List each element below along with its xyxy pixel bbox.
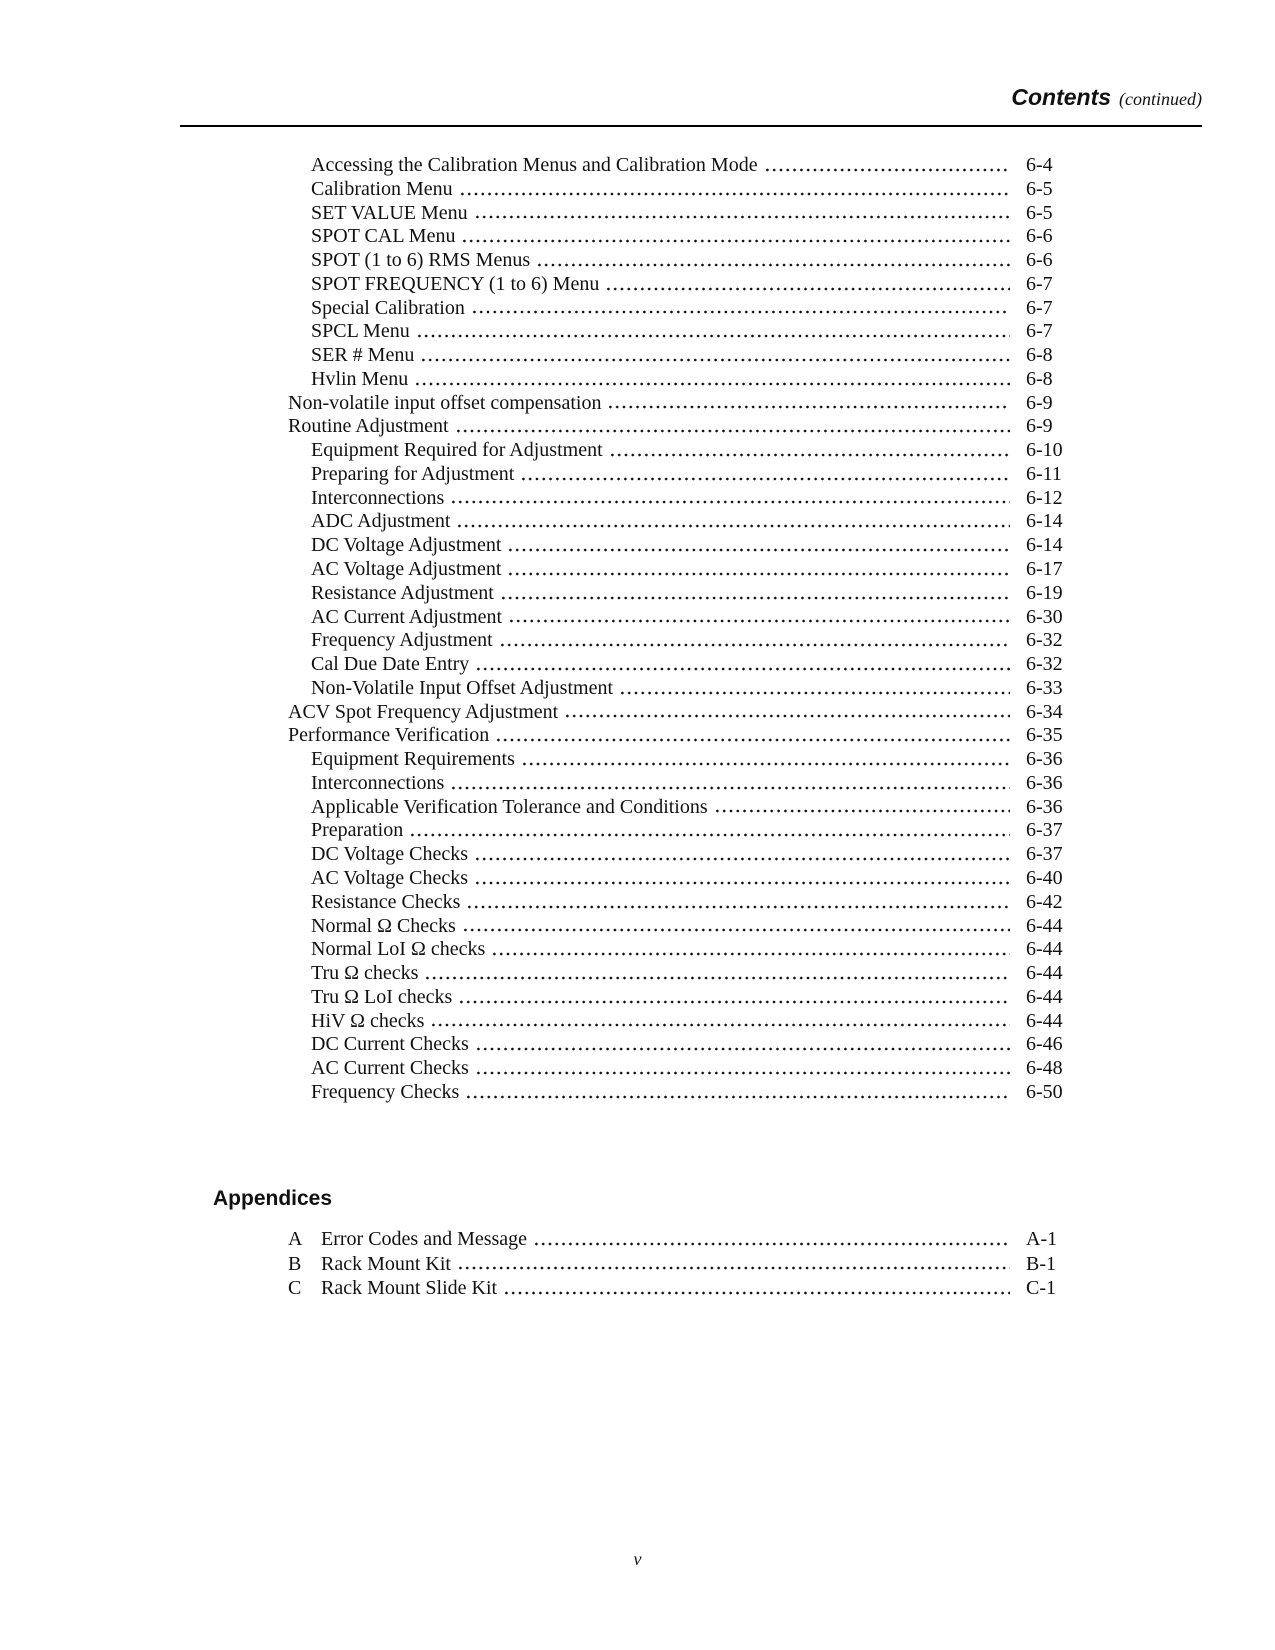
- toc-entry: [180, 344, 1070, 368]
- leader-dots: [465, 1094, 1010, 1100]
- toc-entry: [180, 962, 1070, 986]
- toc-entry-title: Routine Adjustment: [288, 415, 449, 438]
- leader-dots: [466, 904, 1010, 910]
- toc-entry-title: AC Current Checks: [311, 1057, 469, 1080]
- toc-entry-page: 6-33: [1026, 676, 1063, 699]
- leader-dots: [474, 856, 1010, 862]
- toc-entry-page: 6-37: [1026, 819, 1063, 842]
- toc-entry-page: 6-11: [1026, 462, 1062, 485]
- leader-dots: [605, 286, 1010, 292]
- leader-dots: [456, 523, 1010, 529]
- toc-entry-page: 6-37: [1026, 843, 1063, 866]
- toc-entry-title: Equipment Required for Adjustment: [311, 439, 603, 462]
- leader-dots: [507, 547, 1010, 553]
- toc-entry: [180, 534, 1070, 558]
- appendix-entry: [180, 1252, 1070, 1277]
- appendix-list: [180, 1227, 1070, 1301]
- toc-entry-title: SPOT (1 to 6) RMS Menus: [311, 249, 531, 272]
- toc-entry-title: Normal Ω Checks: [311, 914, 456, 937]
- leader-dots: [491, 951, 1010, 957]
- toc-entry-title: Non-volatile input offset compensation: [288, 391, 602, 414]
- toc-entry-title: Interconnections: [311, 486, 445, 509]
- toc-entry: [180, 843, 1070, 867]
- toc-entry-title: ACV Spot Frequency Adjustment: [288, 700, 559, 723]
- toc-entry-title: Preparing for Adjustment: [311, 462, 515, 485]
- appendix-entry-page: A-1: [1026, 1228, 1058, 1250]
- toc-entry-page: 6-32: [1026, 653, 1063, 676]
- leader-dots: [471, 309, 1010, 315]
- toc-entry-page: 6-44: [1026, 985, 1063, 1008]
- leader-dots: [475, 1070, 1010, 1076]
- appendix-entry-letter: C: [288, 1277, 302, 1299]
- leader-dots: [536, 262, 1010, 268]
- toc-entry: [180, 748, 1070, 772]
- toc-entry: [180, 178, 1070, 202]
- appendix-entry-title: Rack Mount Slide Kit: [321, 1277, 498, 1299]
- appendix-entry-title: Error Codes and Message: [321, 1228, 528, 1250]
- leader-dots: [619, 690, 1010, 696]
- toc-entry-title: Cal Due Date Entry: [311, 653, 470, 676]
- toc-entry-title: Resistance Checks: [311, 890, 461, 913]
- toc-entry-page: 6-14: [1026, 534, 1063, 557]
- leader-dots: [414, 381, 1010, 387]
- toc-entry: [180, 1033, 1070, 1057]
- toc-entry: [180, 938, 1070, 962]
- toc-entry: [180, 297, 1070, 321]
- toc-entry-title: DC Current Checks: [311, 1033, 469, 1056]
- toc-entry-page: 6-32: [1026, 629, 1063, 652]
- toc-entry: [180, 629, 1070, 653]
- toc-entry-page: 6-8: [1026, 344, 1053, 367]
- leader-dots: [420, 357, 1010, 363]
- toc-entry-title: Special Calibration: [311, 296, 465, 319]
- toc-entry: [180, 701, 1070, 725]
- toc-entry: [180, 986, 1070, 1010]
- leader-dots: [430, 1022, 1010, 1028]
- toc-entry-page: 6-7: [1026, 320, 1053, 343]
- leader-dots: [416, 333, 1010, 339]
- toc-entry-title: SPOT CAL Menu: [311, 225, 456, 248]
- leader-dots: [564, 713, 1010, 719]
- leader-dots: [475, 1046, 1010, 1052]
- toc-entry-page: 6-40: [1026, 866, 1063, 889]
- toc-entry: [180, 154, 1070, 178]
- toc-entry-page: 6-42: [1026, 890, 1063, 913]
- footer-page-number: v: [633, 1549, 642, 1569]
- toc-entry-page: 6-36: [1026, 771, 1063, 794]
- toc-entry-page: 6-44: [1026, 914, 1063, 937]
- toc-entry-title: Calibration Menu: [311, 177, 453, 200]
- appendix-entry-letter: B: [288, 1252, 302, 1275]
- leader-dots: [503, 1290, 1010, 1296]
- toc-entry: [180, 724, 1070, 748]
- toc-entry-title: DC Voltage Checks: [311, 843, 469, 866]
- toc-entry-title: DC Voltage Adjustment: [311, 534, 502, 557]
- toc-entry: [180, 653, 1070, 677]
- toc-entry-title: Preparation: [311, 819, 404, 842]
- toc-entry: [180, 1010, 1070, 1034]
- toc-entry: [180, 582, 1070, 606]
- toc-entry: [180, 487, 1070, 511]
- toc-entry: [180, 1057, 1070, 1081]
- toc-entry-page: 6-4: [1026, 154, 1053, 176]
- toc-entry: [180, 439, 1070, 463]
- toc-entry: [180, 392, 1070, 416]
- toc-entry-page: 6-17: [1026, 558, 1063, 581]
- toc-entry-page: 6-7: [1026, 272, 1053, 295]
- leader-dots: [500, 595, 1010, 601]
- toc-entry: [180, 606, 1070, 630]
- leader-dots: [508, 618, 1010, 624]
- toc-entry-title: Tru Ω checks: [311, 962, 419, 985]
- toc-entry: [180, 867, 1070, 891]
- toc-entry-title: Normal LoI Ω checks: [311, 938, 486, 961]
- toc-entry: [180, 202, 1070, 226]
- leader-dots: [459, 191, 1010, 197]
- leader-dots: [533, 1241, 1010, 1247]
- toc-entry-title: SPOT FREQUENCY (1 to 6) Menu: [311, 272, 600, 295]
- leader-dots: [455, 428, 1010, 434]
- toc-entry-title: Resistance Adjustment: [311, 581, 494, 604]
- toc-entry-title: AC Voltage Checks: [311, 866, 469, 889]
- toc-entry: [180, 273, 1070, 297]
- leader-dots: [462, 927, 1010, 933]
- toc-entry-page: 6-9: [1026, 415, 1053, 438]
- toc-entry-title: Non-Volatile Input Offset Adjustment: [311, 676, 614, 699]
- toc-entry-page: 6-19: [1026, 581, 1063, 604]
- leader-dots: [520, 476, 1010, 482]
- appendix-entry-letter: A: [288, 1228, 303, 1250]
- leader-dots: [714, 808, 1010, 814]
- toc-entry-page: 6-6: [1026, 225, 1053, 248]
- leader-dots: [424, 975, 1010, 981]
- toc-entry-page: 6-50: [1026, 1080, 1063, 1103]
- toc-entry-title: Equipment Requirements: [311, 748, 515, 771]
- toc-entry-title: Frequency Checks: [311, 1080, 460, 1103]
- leader-dots: [521, 761, 1010, 767]
- toc-entry-title: Accessing the Calibration Menus and Calibration Mode: [311, 154, 758, 176]
- toc-entry: [180, 415, 1070, 439]
- leader-dots: [450, 499, 1010, 505]
- toc-entry-title: SPCL Menu: [311, 320, 410, 343]
- appendix-entry: [180, 1227, 1070, 1252]
- toc-entry-title: Tru Ω LoI checks: [311, 985, 453, 1008]
- toc-entry-title: Applicable Verification Tolerance and Conditions: [311, 795, 708, 818]
- toc-entry-title: Performance Verification: [288, 724, 490, 747]
- leader-dots: [609, 452, 1010, 458]
- toc-entry-page: 6-30: [1026, 605, 1063, 628]
- toc-list: [180, 154, 1070, 1105]
- toc-entry-page: 6-5: [1026, 177, 1053, 200]
- toc-entry: [180, 819, 1070, 843]
- leader-dots: [474, 214, 1010, 220]
- toc-entry-title: ADC Adjustment: [311, 510, 451, 533]
- toc-entry-title: Interconnections: [311, 771, 445, 794]
- toc-entry-title: Hvlin Menu: [311, 367, 409, 390]
- leader-dots: [461, 238, 1010, 244]
- toc-entry-page: 6-44: [1026, 938, 1063, 961]
- toc-entry-page: 6-35: [1026, 724, 1063, 747]
- toc-entry: [180, 225, 1070, 249]
- leader-dots: [409, 832, 1010, 838]
- toc-entry-title: HiV Ω checks: [311, 1009, 425, 1032]
- toc-entry: [180, 891, 1070, 915]
- toc-entry: [180, 796, 1070, 820]
- leader-dots: [457, 1265, 1010, 1271]
- toc-entry: [180, 510, 1070, 534]
- header-subtitle: (continued): [1119, 89, 1202, 109]
- toc-entry-page: 6-48: [1026, 1057, 1063, 1080]
- appendix-entry-title: Rack Mount Kit: [321, 1252, 451, 1275]
- toc-entry-page: 6-44: [1026, 962, 1063, 985]
- header-title: Contents: [1011, 84, 1112, 110]
- toc-entry-page: 6-5: [1026, 201, 1053, 224]
- toc-entry-page: 6-46: [1026, 1033, 1063, 1056]
- toc-entry: [180, 558, 1070, 582]
- toc-entry-page: 6-36: [1026, 748, 1063, 771]
- toc-entry-title: AC Voltage Adjustment: [311, 558, 502, 581]
- leader-dots: [764, 167, 1010, 173]
- toc-entry: [180, 463, 1070, 487]
- leader-dots: [499, 642, 1010, 648]
- toc-entry: [180, 368, 1070, 392]
- toc-entry: [180, 915, 1070, 939]
- appendix-entry-page: C-1: [1026, 1277, 1056, 1299]
- toc-entry-page: 6-10: [1026, 439, 1063, 462]
- toc-entry-page: 6-7: [1026, 296, 1053, 319]
- leader-dots: [475, 666, 1010, 672]
- appendices-heading: Appendices: [213, 1187, 333, 1210]
- toc-entry-page: 6-44: [1026, 1009, 1063, 1032]
- leader-dots: [450, 785, 1010, 791]
- toc-entry: [180, 249, 1070, 273]
- leader-dots: [507, 571, 1010, 577]
- toc-entry-page: 6-9: [1026, 391, 1053, 414]
- toc-entry: [180, 677, 1070, 701]
- toc-entry-page: 6-34: [1026, 700, 1063, 723]
- toc-entry-title: SET VALUE Menu: [311, 201, 468, 224]
- toc-entry-page: 6-36: [1026, 795, 1063, 818]
- leader-dots: [607, 404, 1010, 410]
- toc-entry-page: 6-14: [1026, 510, 1063, 533]
- toc-entry: [180, 320, 1070, 344]
- appendix-entry-page: B-1: [1026, 1252, 1056, 1275]
- leader-dots: [474, 880, 1010, 886]
- toc-entry: [180, 1081, 1070, 1105]
- toc-entry-page: 6-12: [1026, 486, 1063, 509]
- appendix-entry: [180, 1276, 1070, 1301]
- page-header: [180, 84, 1202, 127]
- toc-entry-title: AC Current Adjustment: [311, 605, 503, 628]
- toc-entry: [180, 772, 1070, 796]
- leader-dots: [458, 999, 1010, 1005]
- leader-dots: [495, 737, 1010, 743]
- toc-entry-page: 6-8: [1026, 367, 1053, 390]
- toc-entry-title: Frequency Adjustment: [311, 629, 493, 652]
- toc-entry-page: 6-6: [1026, 249, 1053, 272]
- toc-entry-title: SER # Menu: [311, 344, 415, 367]
